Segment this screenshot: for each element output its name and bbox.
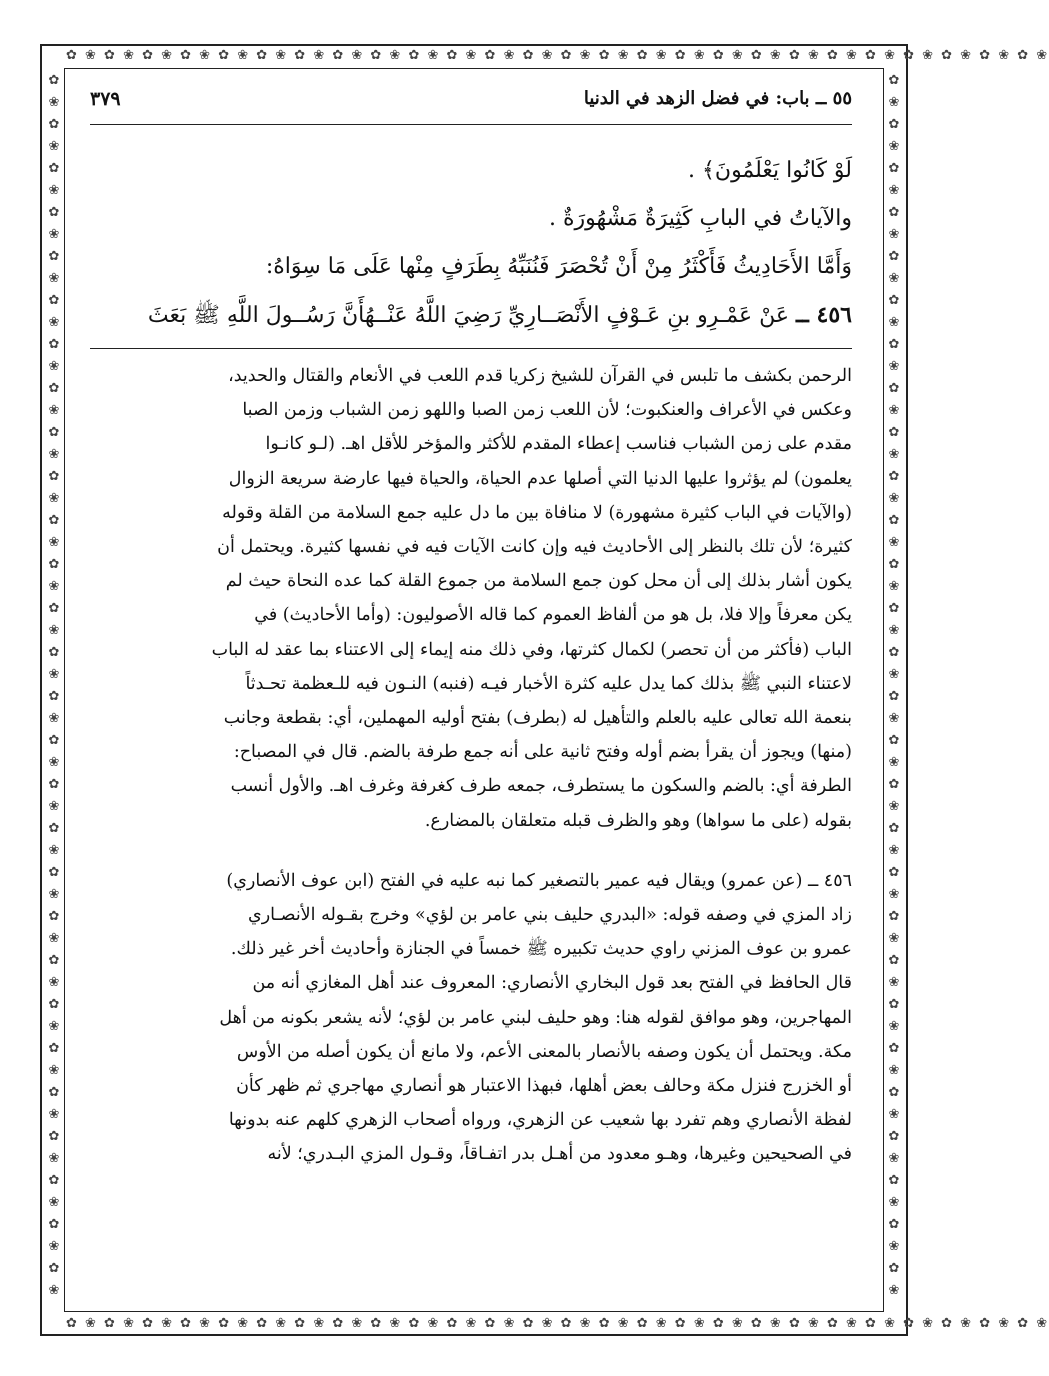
- commentary-line: لاعتناء النبي ﷺ بذلك كما يدل عليه كثرة الأخبار فيـه (فنبه) النـون فيه للـعظمة تحـدثاً: [245, 673, 852, 694]
- chapter-title: ٥٥ ــ باب: في فضل الزهد في الدنيا: [583, 88, 852, 109]
- hadith-number: ٤٥٦ ــ: [795, 302, 852, 328]
- page-header: [90, 78, 852, 125]
- paragraph-gap: [90, 838, 852, 864]
- commentary-paragraph-1: [90, 359, 852, 838]
- commentary-line: المهاجرين، وهو موافق لقوله هنا: وهو حليف لبني عامر بن لؤي؛ لأنه يشعر بكونه من أهل: [219, 1007, 852, 1028]
- matn-line-3: وَأَمَّا الأَحَادِيثُ فَأَكْثَرُ مِنْ أَنْ تُحْصَرَ فَنُنَبِّهُ بِطَرَفٍ مِنْها عَلَى مَا سِوَاهُ:: [265, 254, 852, 279]
- commentary-paragraph-2: [90, 864, 852, 1172]
- commentary-line: يكون أشار بذلك إلى أن محل كون جمع السلامة من جموع القلة كما عده النحاة حيث لم: [225, 571, 852, 592]
- commentary-line: بنعمة الله تعالى عليه بالعلم والتأهيل له (بطرف) بفتح أوليه المهملين، أي: بقطعة وجانب: [223, 708, 852, 729]
- commentary-line: زاد المزي في وصفه قوله: «البدري حليف بني عامر بن لؤي» وخرج بقـوله الأنصـاري: [248, 905, 852, 926]
- commentary-line: الباب (فأكثر من أن تحصر) لكمال كثرتها، وفي ذلك منه إيماء إلى الاعتناء بما عقد له الباب: [211, 639, 852, 660]
- commentary-line: ٤٥٦ ــ (عن عمرو) ويقال فيه عمير بالتصغير كما نبه عليه في الفتح (ابن عوف الأنصاري): [226, 870, 852, 891]
- commentary-line: (والآيات في الباب كثيرة مشهورة) لا منافاة بين ما دل عليه جمع السلامة من القلة وقوله: [222, 502, 852, 523]
- commentary-line: يكن معرفاً وإلا فلا، بل هو من ألفاظ العموم كما قاله الأصوليون: (وأما الأحاديث) في: [254, 605, 852, 626]
- page-content: [90, 78, 852, 1172]
- commentary-line: مقدم على زمن الشباب فناسب إعطاء المقدم للأكثر والمؤخر للأقل اهـ. (لـو كانـوا: [265, 434, 852, 455]
- hadith-text: عَنْ عَمْـرِو بنِ عَـوْفٍ الأَنْصَــارِيِّ رَضِيَ اللَّهُ عَنْــهُأَنَّ رَسُــولَ اللَّهِ ﷺ بَعَثَ: [147, 303, 789, 328]
- main-text: [90, 147, 852, 340]
- commentary-line: الرحمن بكشف ما تلبس في القرآن للشيخ زكريا قدم اللعب في الأنعام والقتال والحديد،: [228, 366, 852, 386]
- commentary-line: مكة. ويحتمل أن يكون وصفه بالأنصار بالمعنى الأعم، ولا مانع أن يكون أصله من الأوس: [236, 1041, 852, 1062]
- commentary-line: الطرفة أي: بالضم والسكون ما يستطرف، جمعه طرف كغرفة وغرف اهـ. والأول أنسب: [230, 776, 852, 797]
- commentary-line: كثيرة؛ لأن تلك بالنظر إلى الأحاديث فيه وإن كانت الآيات فيه في نفسها كثيرة. ويحتمل أن: [217, 537, 852, 558]
- matn-line-2: والآياتُ في البابِ كَثِيرَةٌ مَشْهُورَةٌ .: [549, 206, 852, 231]
- commentary-line: بقوله (على ما سواها) وهو والظرف قبله متعلقان بالمضارع.: [424, 810, 852, 831]
- commentary-line: (منها) ويجوز أن يقرأ بضم أوله وفتح ثانية على أنه جمع طرفة بالضم. قال في المصباح:: [233, 742, 852, 763]
- ornament-right: ✿ ❀ ✿ ❀ ✿ ❀ ✿ ❀ ✿ ❀ ✿ ❀ ✿ ❀ ✿ ❀ ✿ ❀ ✿ ❀ ✿ ❀ ✿ ❀ ✿ ❀ ✿ ❀ ✿ ❀ ✿ ❀ ✿ ❀ ✿ ❀ ✿ ❀ ✿ ❀ ✿ ❀ ✿ ❀ ✿ ❀ ✿ ❀ ✿ ❀ ✿ ❀ ✿ ❀ ✿ ❀: [888, 73, 900, 1298]
- commentary-line: لفظة الأنصاري وهم تفرد بها شعيب عن الزهري، ورواه أصحاب الزهري كلهم عنه بدونها: [228, 1110, 852, 1131]
- ornament-bottom: ✿ ❀ ✿ ❀ ✿ ❀ ✿ ❀ ✿ ❀ ✿ ❀ ✿ ❀ ✿ ❀ ✿ ❀ ✿ ❀ ✿ ❀ ✿ ❀ ✿ ❀ ✿ ❀ ✿ ❀ ✿ ❀ ✿ ❀ ✿ ❀ ✿ ❀ ✿ ❀ ✿ ❀ ✿ ❀ ✿ ❀ ✿ ❀ ✿ ❀ ✿ ❀: [66, 1316, 1049, 1331]
- ornament-left: ✿ ❀ ✿ ❀ ✿ ❀ ✿ ❀ ✿ ❀ ✿ ❀ ✿ ❀ ✿ ❀ ✿ ❀ ✿ ❀ ✿ ❀ ✿ ❀ ✿ ❀ ✿ ❀ ✿ ❀ ✿ ❀ ✿ ❀ ✿ ❀ ✿ ❀ ✿ ❀ ✿ ❀ ✿ ❀ ✿ ❀ ✿ ❀ ✿ ❀ ✿ ❀ ✿ ❀ ✿ ❀: [48, 73, 60, 1298]
- commentary: [90, 359, 852, 1172]
- commentary-line: وعكس في الأعراف والعنكبوت؛ لأن اللعب زمن الصبا واللهو زمن الشباب وزمن الصبا: [242, 400, 852, 421]
- commentary-line: عمرو بن عوف المزني راوي حديث تكبيره ﷺ خمساً في الجنازة وأحاديث أخر غير ذلك.: [230, 939, 852, 960]
- commentary-line: يعلمون) لم يؤثروا عليها الدنيا التي أصلها عدم الحياة، والحياة فيها عارضة سريعة الزوال: [228, 468, 852, 489]
- commentary-line: قال الحافظ في الفتح بعد قول البخاري الأنصاري: المعروف عند أهل المغازي أنه من: [252, 973, 852, 994]
- matn-line-1: لَوْ كَانُوا يَعْلَمُونَ﴾ .: [688, 158, 852, 183]
- commentary-line: في الصحيحين وغيرها، وهـو معدود من أهـل بدر اتفـاقاً، وقـول المزي البـدري؛ لأنه: [267, 1144, 852, 1165]
- ornament-top: ✿ ❀ ✿ ❀ ✿ ❀ ✿ ❀ ✿ ❀ ✿ ❀ ✿ ❀ ✿ ❀ ✿ ❀ ✿ ❀ ✿ ❀ ✿ ❀ ✿ ❀ ✿ ❀ ✿ ❀ ✿ ❀ ✿ ❀ ✿ ❀ ✿ ❀ ✿ ❀ ✿ ❀ ✿ ❀ ✿ ❀ ✿ ❀ ✿ ❀ ✿ ❀: [66, 48, 1049, 63]
- commentary-divider: [90, 348, 852, 349]
- commentary-line: أو الخزرج فنزل مكة وحالف بعض أهلها، فبهذا الاعتبار هو أنصاري مهاجري ثم ظهر كأن: [236, 1076, 852, 1097]
- page-number: ٣٧٩: [90, 88, 121, 110]
- hadith-line: [90, 291, 852, 340]
